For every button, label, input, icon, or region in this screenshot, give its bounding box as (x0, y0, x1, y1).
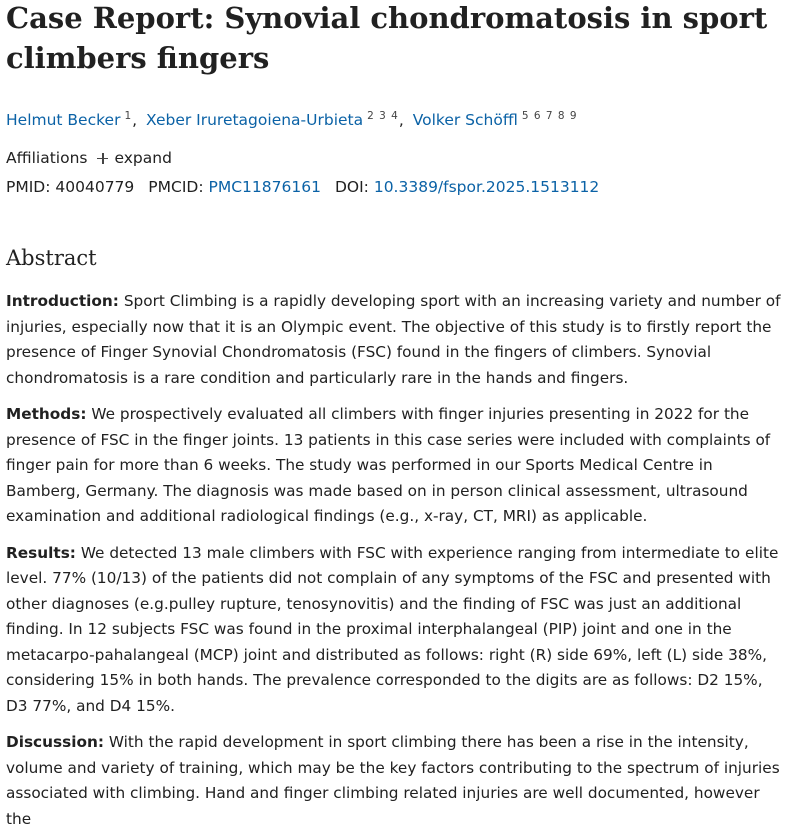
expand-label: expand (114, 149, 172, 167)
abstract-discussion (6, 730, 786, 832)
pmid-value: 40040779 (55, 178, 135, 196)
article-identifiers (6, 176, 800, 198)
section-label: Methods: (6, 405, 87, 423)
author-link[interactable]: Helmut Becker (6, 111, 121, 129)
author-separator: , (132, 111, 138, 129)
section-text: We detected 13 male climbers with FSC with experience ranging from intermediate to elite level. 77% (10/13) of the patients did not complain of any symptoms of the FSC and presented with other diagnoses (e.g.pulley rupture, tenosynovitis) and the finding of FSC was just an additional finding. In 12 subjects FSC was found in the proximal interphalangeal (PIP) joint and one in the metacarpo-pahalangeal (MCP) joint and distributed as follows: right (R) side 69%, left (L) side 38%, considering 15% in both hands. The prevalence corresponded to the digits are as follows: D2 15%, D3 77%, and D4 15%. (6, 543, 779, 715)
article-title: Case Report: Synovial chondromatosis in sport climbers fingers (6, 1, 768, 75)
author-affiliation-refs[interactable]: 1 (124, 110, 133, 122)
doi-group (335, 176, 599, 198)
author-affiliation-refs[interactable]: 5 6 7 8 9 (521, 110, 578, 122)
section-label: Results: (6, 543, 76, 562)
pmid-group (6, 176, 134, 198)
author-link[interactable]: Volker Schöffl (412, 111, 518, 129)
plus-icon (97, 153, 108, 164)
section-label: Introduction: (6, 292, 119, 310)
abstract-results (6, 541, 786, 720)
author-link[interactable]: Xeber Iruretagoiena-Urbieta (146, 111, 364, 129)
pmcid-label: PMCID: (148, 178, 204, 196)
doi-link[interactable]: 10.3389/fspor.2025.1513112 (373, 178, 600, 196)
pmcid-link[interactable]: PMC11876161 (208, 178, 321, 196)
abstract-methods (6, 402, 786, 530)
abstract-introduction (6, 289, 786, 391)
section-text: With the rapid development in sport climbing there has been a rise in the intensity, volume and variety of training, which may be the key factors contributing to the spectrum of injuries associated with climbing. Hand and finger climbing related injuries are well documented, however the (6, 733, 780, 828)
author-affiliation-refs[interactable]: 2 3 4 (367, 110, 399, 122)
author-list (6, 105, 800, 131)
affiliations-row (6, 147, 800, 169)
expand-affiliations-button[interactable] (97, 147, 171, 169)
pmcid-group (148, 176, 321, 198)
section-label: Discussion: (6, 733, 104, 751)
pmid-label: PMID: (6, 178, 51, 196)
section-text: Sport Climbing is a rapidly developing sport with an increasing variety and number of injuries, especially now that it is an Olympic event. The objective of this study is to firstly report the presence of Finger Synovial Chondromatosis (FSC) found in the fingers of climbers. Synovial chondromatosis is a rare condition and particularly rare in the hands and fingers. (6, 292, 781, 387)
author-separator: , (398, 111, 404, 129)
affiliations-label: Affiliations (6, 149, 88, 167)
abstract-heading: Abstract (6, 246, 97, 270)
section-text: We prospectively evaluated all climbers with finger injuries presenting in 2022 for the presence of FSC in the finger joints. 13 patients in this case series were included with complaints of finger pain for more than 6 weeks. The study was performed in our Sports Medical Centre in Bamberg, Germany. The diagnosis was made based on in person clinical assessment, ultrasound examination and additional radiological findings (e.g., x-ray, CT, MRI) as applicable. (6, 405, 771, 525)
doi-label: DOI: (334, 178, 369, 196)
